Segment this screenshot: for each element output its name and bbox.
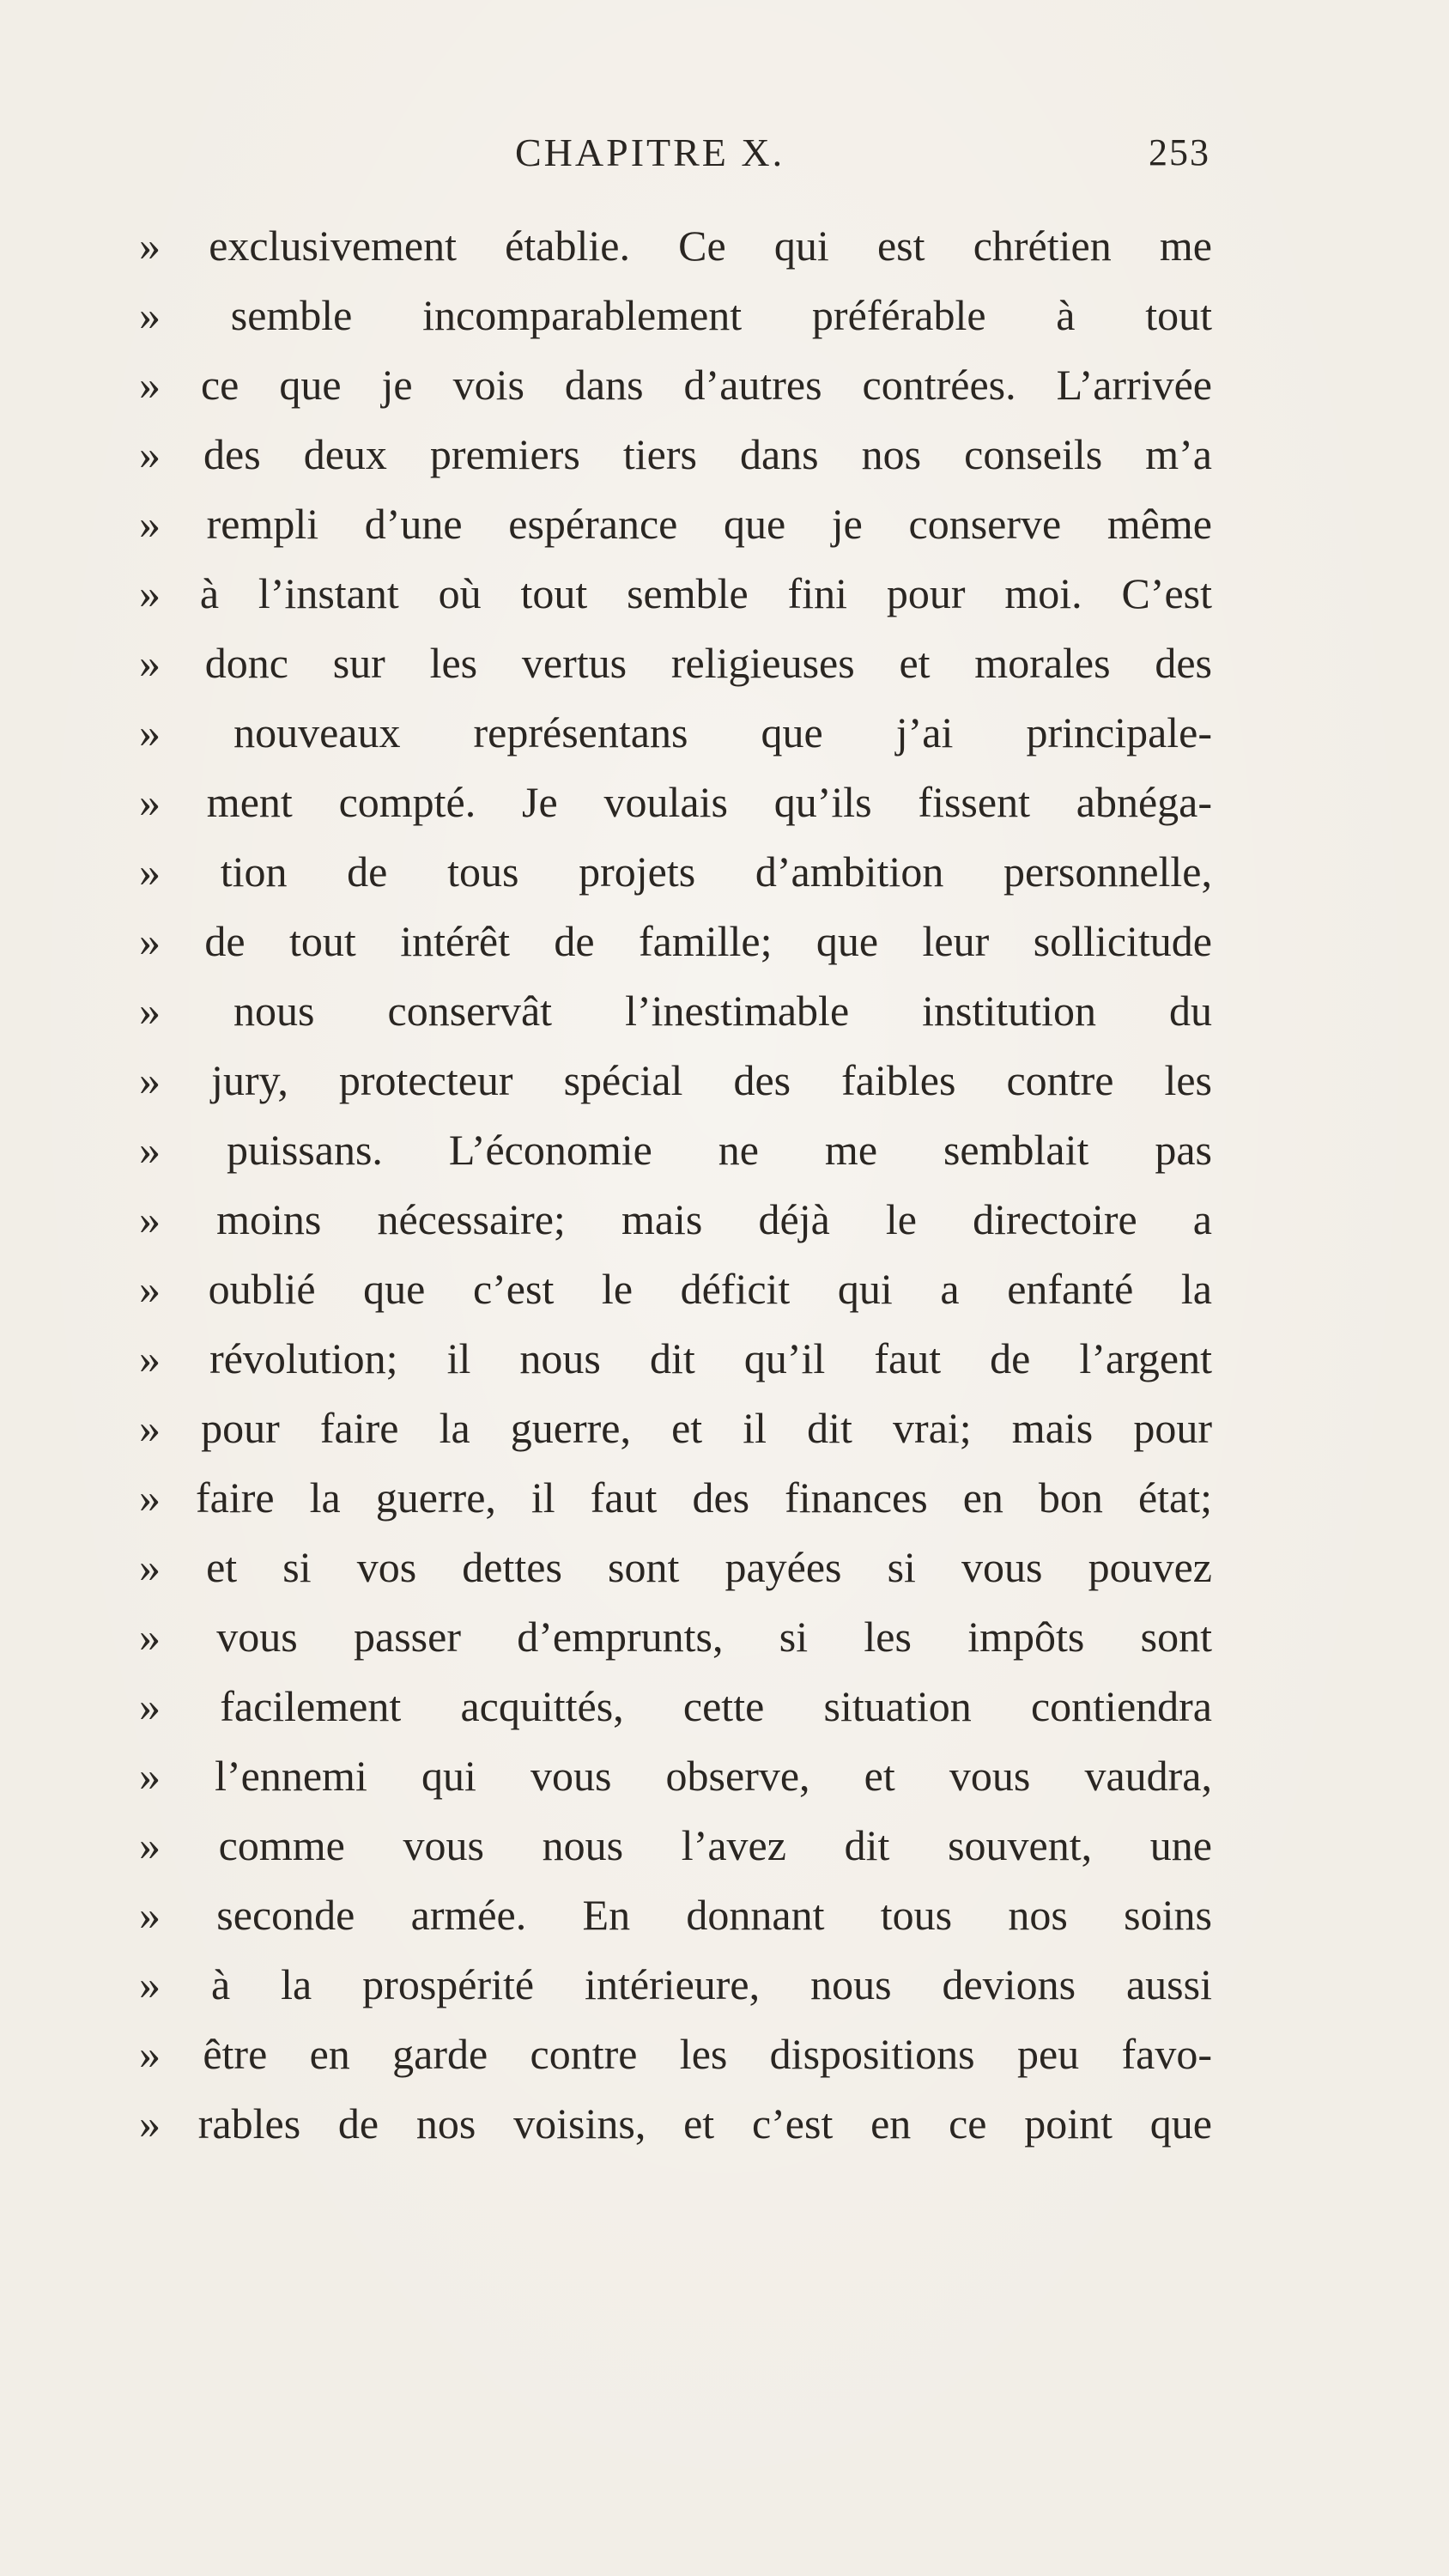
- text-line: » faire la guerre, il faut des finances en bon état;: [139, 1473, 1212, 1522]
- text-line: » seconde armée. En donnant tous nos soins: [139, 1891, 1212, 1939]
- text-line: » jury, protecteur spécial des faibles contre les: [139, 1056, 1212, 1104]
- body-text: [139, 211, 1212, 2159]
- text-line: » de tout intérêt de famille; que leur sollicitude: [139, 917, 1212, 965]
- text-line: » exclusivement établie. Ce qui est chrétien me: [139, 222, 1212, 270]
- text-line: » oublié que c’est le déficit qui a enfanté la: [139, 1265, 1212, 1313]
- text-line: » comme vous nous l’avez dit souvent, une: [139, 1821, 1212, 1869]
- text-line: » semble incomparablement préférable à tout: [139, 291, 1212, 339]
- text-line: » révolution; il nous dit qu’il faut de l’argent: [139, 1334, 1212, 1382]
- text-line: » à l’instant où tout semble fini pour moi. C’est: [139, 569, 1212, 617]
- text-line: » rempli d’une espérance que je conserve même: [139, 500, 1212, 548]
- running-head: [129, 127, 1210, 187]
- text-line: » ment compté. Je voulais qu’ils fissent abnéga-: [139, 778, 1212, 826]
- text-line: » des deux premiers tiers dans nos conseils m’a: [139, 430, 1212, 478]
- text-line: » pour faire la guerre, et il dit vrai; mais pour: [139, 1404, 1212, 1452]
- text-line: » et si vos dettes sont payées si vous pouvez: [139, 1543, 1212, 1591]
- text-line: » ce que je vois dans d’autres contrées. L’arrivée: [139, 361, 1212, 409]
- text-line: » rables de nos voisins, et c’est en ce point que: [139, 2099, 1212, 2148]
- text-line: » moins nécessaire; mais déjà le directoire a: [139, 1195, 1212, 1243]
- text-line: » donc sur les vertus religieuses et morales des: [139, 639, 1212, 687]
- chapter-title: CHAPITRE X.: [515, 131, 785, 174]
- text-line: » tion de tous projets d’ambition personnelle,: [139, 848, 1212, 896]
- text-line: » l’ennemi qui vous observe, et vous vaudra,: [139, 1752, 1212, 1800]
- text-line: » nouveaux représentans que j’ai principale-: [139, 708, 1212, 756]
- text-line: » nous conservât l’inestimable institution du: [139, 987, 1212, 1035]
- text-line: » puissans. L’économie ne me semblait pas: [139, 1126, 1212, 1174]
- text-line: » facilement acquittés, cette situation contiendra: [139, 1682, 1212, 1730]
- text-line: » vous passer d’emprunts, si les impôts sont: [139, 1613, 1212, 1661]
- page-number: 253: [1149, 131, 1210, 173]
- text-line: » être en garde contre les dispositions peu favo-: [139, 2030, 1212, 2078]
- text-line: » à la prospérité intérieure, nous devions aussi: [139, 1960, 1212, 2008]
